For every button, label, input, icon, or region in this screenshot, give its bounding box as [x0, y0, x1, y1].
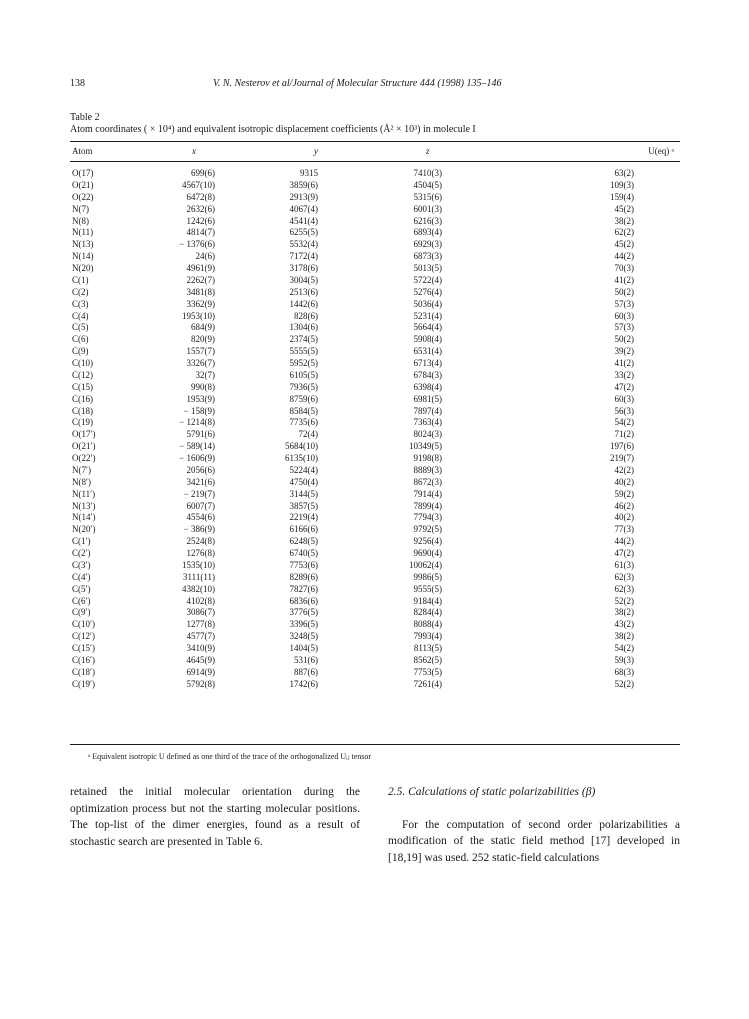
- cell-z: 6929(3): [413, 239, 442, 250]
- cell-x: 3086(7): [186, 607, 215, 618]
- cell-ueq: 57(3): [614, 298, 634, 309]
- cell-ueq: 45(2): [614, 239, 634, 250]
- cell-x: 3481(8): [186, 286, 215, 297]
- cell-atom: C(3′): [72, 559, 91, 570]
- cell-ueq: 70(3): [614, 263, 634, 273]
- cell-y: 5224(4): [289, 464, 318, 475]
- cell-ueq: 40(2): [614, 512, 634, 523]
- cell-atom: C(4′): [72, 571, 91, 582]
- cell-x: 2632(6): [186, 203, 215, 214]
- cell-y: 531(6): [294, 654, 318, 665]
- cell-atom: N(20′): [72, 524, 96, 535]
- cell-y: 3857(5): [289, 500, 318, 511]
- cell-atom: C(18′): [72, 666, 95, 677]
- cell-y: 5532(4): [289, 239, 318, 250]
- cell-atom: C(2): [72, 286, 89, 297]
- cell-y: 3144(5): [289, 488, 318, 499]
- cell-atom: N(14): [72, 251, 94, 262]
- column-header-ueq: U(eq) ᵃ: [648, 146, 674, 156]
- table-row: [70, 584, 680, 596]
- cell-ueq: 57(3): [614, 322, 634, 333]
- cell-z: 8562(5): [413, 654, 442, 665]
- cell-z: 8088(4): [413, 619, 442, 630]
- cell-y: 2913(9): [289, 191, 318, 202]
- table-row: [70, 287, 680, 299]
- cell-atom: C(4): [72, 310, 89, 321]
- cell-y: 3248(5): [289, 631, 318, 642]
- cell-x: 1557(7): [186, 346, 215, 357]
- cell-z: 6713(4): [413, 358, 442, 368]
- table-row: [70, 382, 680, 394]
- cell-x: 6007(7): [186, 500, 215, 511]
- table-row: [70, 417, 680, 429]
- table-row: [70, 655, 680, 667]
- cell-y: 7753(6): [289, 559, 318, 570]
- cell-z: 8889(3): [413, 464, 442, 475]
- cell-atom: C(5): [72, 322, 89, 333]
- cell-ueq: 62(3): [614, 583, 634, 594]
- table-row: [70, 192, 680, 204]
- cell-x: 6914(9): [186, 666, 215, 677]
- running-head: V. N. Nesterov et al/Journal of Molecular Structure 444 (1998) 135–146: [213, 78, 502, 89]
- cell-ueq: 71(2): [614, 429, 634, 440]
- cell-z: 9792(5): [413, 524, 442, 535]
- cell-x: 4567(10): [182, 179, 215, 190]
- cell-z: 6216(3): [413, 215, 442, 226]
- cell-atom: N(13): [72, 239, 94, 250]
- cell-ueq: 77(3): [614, 524, 634, 535]
- table-row: [70, 489, 680, 501]
- table-row: [70, 477, 680, 489]
- cell-atom: C(1): [72, 274, 89, 285]
- cell-ueq: 60(3): [614, 310, 634, 321]
- cell-ueq: 42(2): [614, 464, 634, 475]
- cell-x: 4645(9): [186, 654, 215, 665]
- cell-atom: C(6′): [72, 595, 91, 606]
- page-header: [70, 78, 680, 92]
- table-row: [70, 465, 680, 477]
- cell-y: 3396(5): [289, 619, 318, 630]
- cell-y: 6166(6): [289, 524, 318, 535]
- cell-z: 6531(4): [413, 346, 442, 357]
- cell-x: 3111(11): [183, 571, 215, 582]
- cell-atom: C(12): [72, 369, 93, 380]
- cell-y: 9315: [300, 168, 318, 178]
- cell-z: 7899(4): [413, 500, 442, 511]
- cell-z: 7753(5): [413, 666, 442, 677]
- cell-z: 6398(4): [413, 381, 442, 392]
- cell-atom: N(13′): [72, 500, 96, 511]
- table-row: [70, 180, 680, 192]
- cell-x: 2524(8): [186, 536, 215, 547]
- cell-z: 5231(4): [413, 310, 442, 321]
- cell-y: 4750(4): [289, 476, 318, 487]
- table-row: [70, 299, 680, 311]
- table-top-rule: [70, 141, 680, 142]
- cell-y: 6836(6): [289, 595, 318, 606]
- cell-x: 1953(9): [186, 393, 215, 404]
- cell-x: 6472(8): [186, 191, 215, 202]
- table-row: [70, 560, 680, 572]
- cell-atom: C(2′): [72, 548, 91, 558]
- cell-y: 1304(6): [289, 322, 318, 333]
- cell-atom: N(11′): [72, 488, 96, 499]
- cell-y: 3004(5): [289, 274, 318, 285]
- table-row: [70, 394, 680, 406]
- cell-x: − 386(9): [183, 524, 215, 535]
- cell-z: 6784(3): [413, 369, 442, 380]
- table-column-headers: [70, 146, 680, 158]
- cell-atom: C(18): [72, 405, 93, 416]
- table-bottom-rule: [70, 744, 680, 745]
- cell-z: 6873(3): [413, 251, 442, 262]
- cell-x: 1277(8): [186, 619, 215, 630]
- table-row: [70, 251, 680, 263]
- table-row: [70, 227, 680, 239]
- cell-y: 3859(6): [289, 179, 318, 190]
- table-row: [70, 429, 680, 441]
- cell-x: − 589(14): [179, 441, 215, 452]
- cell-z: 10349(5): [409, 441, 442, 452]
- table-row: [70, 572, 680, 584]
- cell-x: − 1376(6): [179, 239, 215, 250]
- cell-z: 7993(4): [413, 631, 442, 642]
- cell-z: 9555(5): [413, 583, 442, 594]
- cell-y: 3178(6): [289, 263, 318, 273]
- cell-z: 7363(4): [413, 417, 442, 428]
- cell-y: 7735(6): [289, 417, 318, 428]
- cell-x: − 158(9): [183, 405, 215, 416]
- table-row: [70, 346, 680, 358]
- left-column-text: retained the initial molecular orientation during the optimization process but not the starting molecular positions. The top-list of the dimer energies, found as a result of stochastic search are presented in Table 6.: [70, 786, 360, 848]
- cell-z: 9690(4): [413, 548, 442, 558]
- cell-atom: C(15′): [72, 643, 95, 653]
- cell-y: 6135(10): [285, 453, 318, 463]
- table-row: [70, 204, 680, 216]
- cell-x: 32(7): [195, 369, 215, 380]
- cell-atom: N(7′): [72, 464, 91, 475]
- cell-ueq: 59(3): [614, 654, 634, 665]
- cell-ueq: 44(2): [614, 251, 634, 262]
- cell-z: 5908(4): [413, 334, 442, 345]
- right-column: [388, 784, 680, 866]
- section-heading: 2.5. Calculations of static polarizabilities (β): [388, 786, 596, 798]
- cell-ueq: 50(2): [614, 286, 634, 297]
- cell-ueq: 41(2): [614, 274, 634, 285]
- cell-atom: C(16): [72, 393, 93, 404]
- table-row: [70, 239, 680, 251]
- cell-x: − 219(7): [183, 488, 215, 499]
- cell-x: 4961(9): [186, 263, 215, 273]
- cell-x: 699(6): [191, 168, 215, 178]
- cell-atom: O(22′): [72, 453, 96, 463]
- cell-y: 1404(5): [289, 643, 318, 653]
- cell-y: 8584(5): [289, 405, 318, 416]
- cell-z: 7794(3): [413, 512, 442, 523]
- cell-atom: O(21′): [72, 441, 96, 452]
- cell-y: 8289(6): [289, 571, 318, 582]
- column-header-y: y: [314, 146, 318, 156]
- cell-ueq: 38(2): [614, 631, 634, 642]
- cell-z: 9256(4): [413, 536, 442, 547]
- right-column-paragraph: For the computation of second order polarizabilities a modification of the static field method [17] developed in [18,19] was used. 252 static-field calculations: [388, 818, 680, 864]
- cell-ueq: 39(2): [614, 346, 634, 357]
- cell-ueq: 47(2): [614, 381, 634, 392]
- cell-y: 5952(5): [289, 358, 318, 368]
- cell-y: 1442(6): [289, 298, 318, 309]
- cell-ueq: 46(2): [614, 500, 634, 511]
- cell-y: 7936(5): [289, 381, 318, 392]
- cell-atom: N(14′): [72, 512, 96, 523]
- cell-z: 6001(3): [413, 203, 442, 214]
- table-row: [70, 524, 680, 536]
- cell-z: 8284(4): [413, 607, 442, 618]
- cell-y: 6255(5): [289, 227, 318, 238]
- cell-ueq: 62(2): [614, 227, 634, 238]
- cell-atom: O(21): [72, 179, 94, 190]
- table-row: [70, 548, 680, 560]
- cell-ueq: 33(2): [614, 369, 634, 380]
- cell-ueq: 56(3): [614, 405, 634, 416]
- cell-ueq: 38(2): [614, 607, 634, 618]
- cell-y: 7172(4): [289, 251, 318, 262]
- cell-ueq: 54(2): [614, 417, 634, 428]
- cell-y: 2374(5): [289, 334, 318, 345]
- cell-y: 4067(4): [289, 203, 318, 214]
- cell-ueq: 47(2): [614, 548, 634, 558]
- cell-ueq: 54(2): [614, 643, 634, 653]
- table-row: [70, 631, 680, 643]
- cell-x: 1242(6): [186, 215, 215, 226]
- table-row: [70, 263, 680, 275]
- column-header-atom: Atom: [72, 146, 93, 156]
- cell-x: 5792(8): [186, 678, 215, 689]
- cell-x: 4102(8): [186, 595, 215, 606]
- cell-x: 3410(9): [186, 643, 215, 653]
- table-row: [70, 334, 680, 346]
- cell-atom: C(9′): [72, 607, 91, 618]
- cell-y: 7827(6): [289, 583, 318, 594]
- cell-ueq: 197(6): [610, 441, 634, 452]
- cell-ueq: 60(3): [614, 393, 634, 404]
- cell-ueq: 50(2): [614, 334, 634, 345]
- cell-atom: O(17): [72, 168, 94, 178]
- cell-atom: O(17′): [72, 429, 96, 440]
- cell-ueq: 40(2): [614, 476, 634, 487]
- cell-z: 9198(8): [413, 453, 442, 463]
- cell-atom: C(15): [72, 381, 93, 392]
- cell-z: 8113(5): [413, 643, 442, 653]
- cell-ueq: 43(2): [614, 619, 634, 630]
- cell-atom: C(10′): [72, 619, 95, 630]
- cell-ueq: 63(2): [614, 168, 634, 178]
- cell-atom: C(5′): [72, 583, 91, 594]
- cell-y: 5684(10): [285, 441, 318, 452]
- cell-z: 7897(4): [413, 405, 442, 416]
- cell-x: 5791(6): [186, 429, 215, 440]
- cell-y: 5555(5): [289, 346, 318, 357]
- cell-atom: N(7): [72, 203, 89, 214]
- cell-ueq: 59(2): [614, 488, 634, 499]
- cell-y: 1742(6): [289, 678, 318, 689]
- table-row: [70, 607, 680, 619]
- cell-z: 6893(4): [413, 227, 442, 238]
- cell-atom: N(8): [72, 215, 89, 226]
- cell-z: 7914(4): [413, 488, 442, 499]
- cell-z: 4504(5): [413, 179, 442, 190]
- cell-z: 5664(4): [413, 322, 442, 333]
- cell-z: 8024(3): [413, 429, 442, 440]
- cell-y: 8759(6): [289, 393, 318, 404]
- table-row: [70, 536, 680, 548]
- cell-x: 1276(8): [186, 548, 215, 558]
- cell-x: − 1606(9): [179, 453, 215, 463]
- cell-atom: C(12′): [72, 631, 95, 642]
- table-header-rule: [70, 161, 680, 162]
- cell-y: 6740(5): [289, 548, 318, 558]
- column-header-z: z: [426, 146, 430, 156]
- table-row: [70, 275, 680, 287]
- table-row: [70, 358, 680, 370]
- cell-ueq: 61(3): [614, 559, 634, 570]
- page-number: 138: [70, 78, 85, 89]
- column-header-x: x: [192, 146, 196, 156]
- cell-x: 4814(7): [186, 227, 215, 238]
- table-row: [70, 679, 680, 691]
- table-row: [70, 453, 680, 465]
- table-caption: Atom coordinates ( × 10⁴) and equivalent isotropic displacement coefficients (Å² × 10³) in molecule I: [70, 124, 476, 135]
- cell-atom: C(3): [72, 298, 89, 309]
- cell-atom: C(16′): [72, 654, 95, 665]
- cell-z: 5315(6): [413, 191, 442, 202]
- table-row: [70, 512, 680, 524]
- cell-z: 5036(4): [413, 298, 442, 309]
- cell-ueq: 44(2): [614, 536, 634, 547]
- cell-y: 828(6): [294, 310, 318, 321]
- table-row: [70, 501, 680, 513]
- cell-ueq: 109(3): [610, 179, 634, 190]
- cell-ueq: 41(2): [614, 358, 634, 368]
- cell-y: 6248(5): [289, 536, 318, 547]
- cell-x: 1953(10): [182, 310, 215, 321]
- cell-y: 3776(5): [289, 607, 318, 618]
- cell-atom: O(22): [72, 191, 94, 202]
- cell-x: 3421(6): [186, 476, 215, 487]
- cell-z: 5722(4): [413, 274, 442, 285]
- cell-z: 7410(3): [413, 168, 442, 178]
- cell-x: − 1214(8): [179, 417, 215, 428]
- table-row: [70, 216, 680, 228]
- cell-z: 9986(5): [413, 571, 442, 582]
- table-row: [70, 370, 680, 382]
- cell-x: 4554(6): [186, 512, 215, 523]
- cell-x: 4577(7): [186, 631, 215, 642]
- table-row: [70, 619, 680, 631]
- cell-atom: N(11): [72, 227, 94, 238]
- cell-ueq: 62(3): [614, 571, 634, 582]
- cell-z: 6981(5): [413, 393, 442, 404]
- cell-atom: C(9): [72, 346, 89, 357]
- cell-x: 2056(6): [186, 464, 215, 475]
- table-row: [70, 406, 680, 418]
- cell-ueq: 38(2): [614, 215, 634, 226]
- table-row: [70, 643, 680, 655]
- cell-x: 684(9): [191, 322, 215, 333]
- cell-z: 7261(4): [413, 678, 442, 689]
- cell-x: 3362(9): [186, 298, 215, 309]
- table-body: [70, 168, 680, 691]
- cell-z: 8672(3): [413, 476, 442, 487]
- cell-z: 10062(4): [409, 559, 442, 570]
- table-row: [70, 596, 680, 608]
- cell-x: 3326(7): [186, 358, 215, 368]
- cell-atom: C(10): [72, 358, 93, 368]
- table-row: [70, 441, 680, 453]
- cell-ueq: 159(4): [610, 191, 634, 202]
- cell-y: 2219(4): [289, 512, 318, 523]
- cell-x: 2262(7): [186, 274, 215, 285]
- cell-z: 5276(4): [413, 286, 442, 297]
- cell-ueq: 219(7): [610, 453, 634, 463]
- cell-y: 72(4): [298, 429, 318, 440]
- cell-x: 4382(10): [182, 583, 215, 594]
- cell-y: 4541(4): [289, 215, 318, 226]
- table-row: [70, 311, 680, 323]
- cell-x: 1535(10): [182, 559, 215, 570]
- cell-ueq: 45(2): [614, 203, 634, 214]
- cell-ueq: 52(2): [614, 678, 634, 689]
- cell-z: 5013(5): [413, 263, 442, 273]
- cell-y: 6105(5): [289, 369, 318, 380]
- cell-atom: C(19′): [72, 678, 95, 689]
- cell-ueq: 68(3): [614, 666, 634, 677]
- cell-atom: N(8′): [72, 476, 91, 487]
- cell-x: 990(8): [191, 381, 215, 392]
- table-label: Table 2: [70, 112, 100, 123]
- table-row: [70, 667, 680, 679]
- cell-atom: C(19): [72, 417, 93, 428]
- table-row: [70, 322, 680, 334]
- cell-ueq: 52(2): [614, 595, 634, 606]
- cell-y: 2513(6): [289, 286, 318, 297]
- table-row: [70, 168, 680, 180]
- cell-x: 24(6): [195, 251, 215, 262]
- cell-atom: N(20): [72, 263, 94, 273]
- table-footnote: ᵃ Equivalent isotropic U defined as one third of the trace of the orthogonalized Uᵢⱼ tensor: [88, 752, 372, 761]
- cell-atom: C(6): [72, 334, 89, 345]
- cell-y: 887(6): [294, 666, 318, 677]
- cell-x: 820(9): [191, 334, 215, 345]
- cell-z: 9184(4): [413, 595, 442, 606]
- cell-atom: C(1′): [72, 536, 91, 547]
